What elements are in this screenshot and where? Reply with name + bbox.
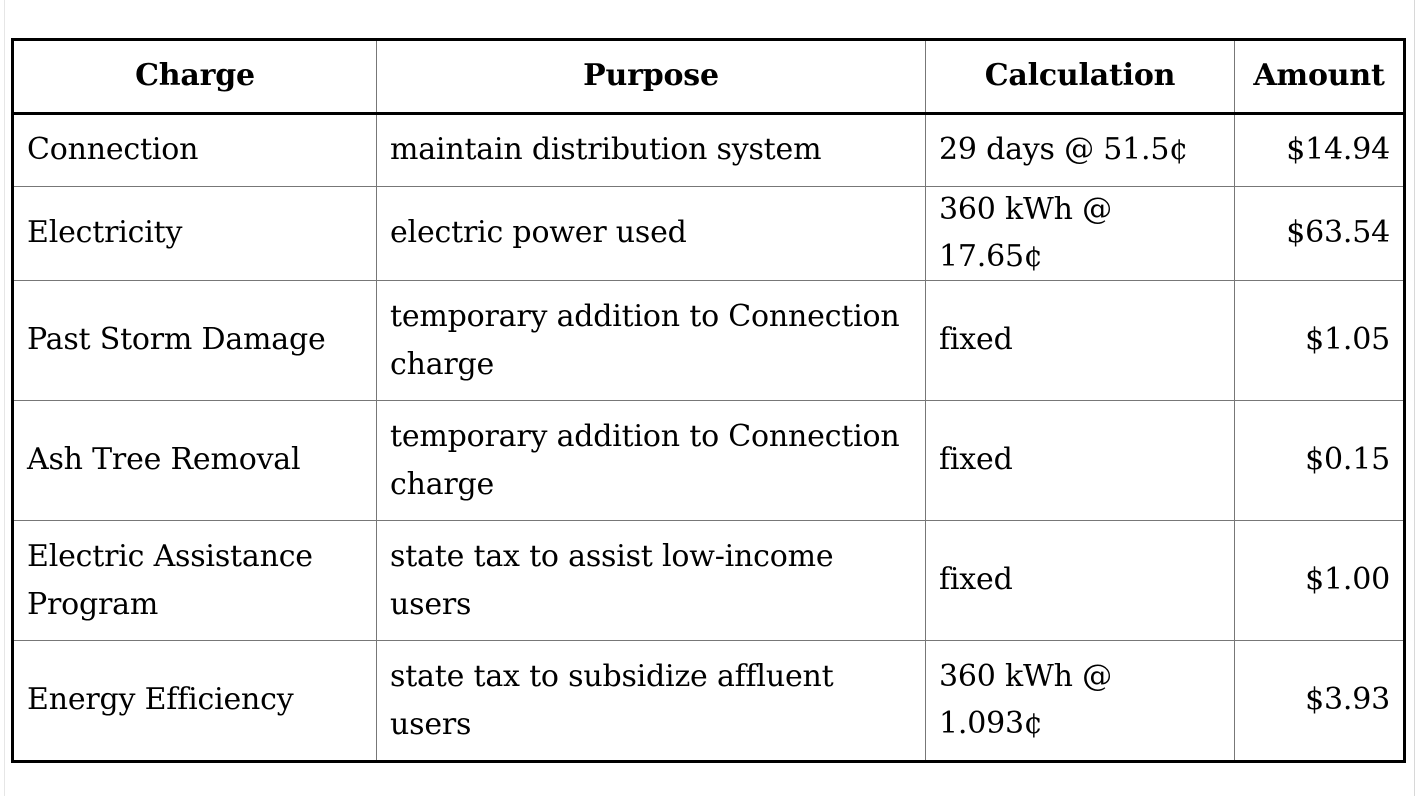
cell-purpose: state tax to subsidize affluent users <box>377 641 926 762</box>
cell-charge: Ash Tree Removal <box>13 401 377 521</box>
cell-purpose: temporary addition to Connection charge <box>377 281 926 401</box>
charges-table <box>11 38 1406 763</box>
cell-purpose: maintain distribution system <box>377 114 926 187</box>
cell-charge: Past Storm Damage <box>13 281 377 401</box>
cell-charge: Energy Efficiency <box>13 641 377 762</box>
header-calculation: Calculation <box>926 40 1235 114</box>
cell-calculation: fixed <box>926 521 1235 641</box>
header-row <box>13 40 1405 114</box>
table-row <box>13 187 1405 281</box>
table-row <box>13 641 1405 762</box>
table-row <box>13 114 1405 187</box>
table-row <box>13 521 1405 641</box>
cell-amount: $63.54 <box>1235 187 1405 281</box>
header-charge: Charge <box>13 40 377 114</box>
cell-calculation: 360 kWh @ 17.65¢ <box>926 187 1235 281</box>
table-row <box>13 281 1405 401</box>
right-edge-line <box>1414 0 1415 796</box>
cell-purpose: electric power used <box>377 187 926 281</box>
header-purpose: Purpose <box>377 40 926 114</box>
cell-amount: $14.94 <box>1235 114 1405 187</box>
header-amount: Amount <box>1235 40 1405 114</box>
left-edge-line <box>4 0 5 796</box>
cell-amount: $0.15 <box>1235 401 1405 521</box>
table-row <box>13 401 1405 521</box>
cell-amount: $3.93 <box>1235 641 1405 762</box>
cell-calculation: fixed <box>926 281 1235 401</box>
cell-amount: $1.05 <box>1235 281 1405 401</box>
cell-charge: Connection <box>13 114 377 187</box>
cell-calculation: fixed <box>926 401 1235 521</box>
cell-calculation: 360 kWh @ 1.093¢ <box>926 641 1235 762</box>
cell-charge: Electric Assistance Program <box>13 521 377 641</box>
cell-charge: Electricity <box>13 187 377 281</box>
cell-purpose: state tax to assist low-income users <box>377 521 926 641</box>
cell-amount: $1.00 <box>1235 521 1405 641</box>
cell-calculation: 29 days @ 51.5¢ <box>926 114 1235 187</box>
cell-purpose: temporary addition to Connection charge <box>377 401 926 521</box>
